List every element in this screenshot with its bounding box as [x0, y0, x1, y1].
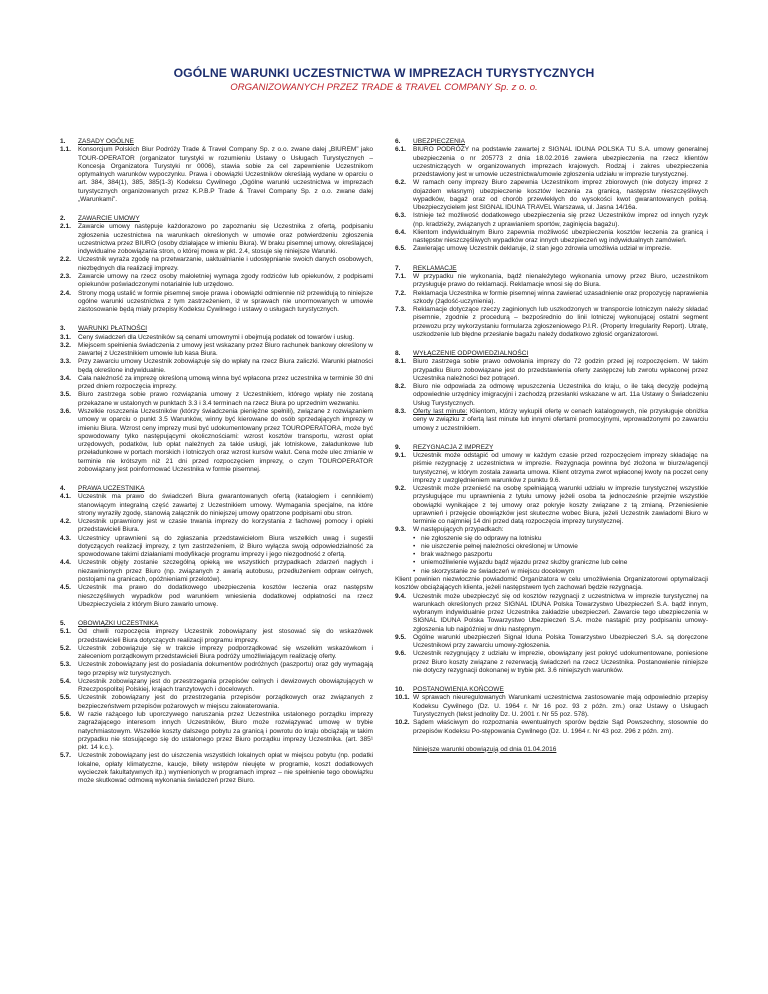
- clause-text: Uczestnik rezygnujący z udziału w imprezie, obowiązany jest pokryć udokumentowane, poniesione przez Biuro koszty związane z rezerwacją świadczeń na rzecz Uczestnika. Postanowienie niniejsze nie dotyczy rezygnacji dokonanej w trybie pkt. 3.6 niniejszych warunków.: [413, 650, 708, 674]
- section-number: 1.: [60, 138, 66, 145]
- list-item: • uniemożliwienie wyjazdu bądź wjazdu przez służby graniczne lub celne: [421, 559, 708, 567]
- section-title: ZASADY OGÓLNE: [78, 138, 134, 145]
- clause: [60, 273, 373, 290]
- clause-number: 6.1.: [395, 146, 406, 154]
- section-5: [60, 620, 373, 785]
- list-item: • nie zgłoszenie się do odprawy na lotnisku: [421, 535, 708, 543]
- section-2: [60, 215, 373, 314]
- clause-number: 8.1.: [395, 358, 406, 366]
- clause: [395, 212, 708, 229]
- clause-number: 5.4.: [60, 677, 71, 685]
- section-number: 6.: [395, 138, 401, 145]
- clause-number: 3.2.: [60, 341, 71, 349]
- clause-text: W następujących przypadkach:: [413, 526, 504, 534]
- clause-number: 6.2.: [395, 179, 406, 187]
- clause: [60, 391, 373, 408]
- clause-number: 3.3.: [60, 358, 71, 366]
- columns: [60, 138, 708, 796]
- clause-text: Uczestnik wyraża zgodę na przetwarzanie, uaktualnianie i udostępnianie swoich danych osobowych, niezbędnych dla realizacji imprezy.: [78, 256, 373, 272]
- clause: [60, 694, 373, 711]
- clause-text: Uczestnik zobowiązany jest do posiadania dokumentów podróżnych (paszportu) oraz gdy wymagają tego przepisy wiz turystycznych.: [78, 661, 373, 677]
- clause-text: Uczestnik uprawniony jest w czasie trwania imprezy do korzystania z fachowej pomocy i opieki przedstawicieli Biura.: [78, 518, 373, 534]
- section-number: 8.: [395, 350, 401, 358]
- document-title: OGÓLNE WARUNKI UCZESTNICTWA W IMPREZACH TURYSTYCZNYCH: [173, 66, 595, 80]
- section-number: 5.: [60, 620, 66, 628]
- section-3: [60, 325, 373, 474]
- clause: [60, 518, 373, 535]
- clause-number: 9.6.: [395, 650, 406, 658]
- clause-text: Konsorcjum Polskich Biur Podróży Trade & Travel Company Sp. z o.o. zwane dalej „BIUREM” jako TOUR-OPERATOR (organizator turystyki w rozumieniu Ustawy o Usługach Turystycznych – Koncesja Organizatora Turystyki nr 0006), stawia sobie za cel zapewnienie Uczestnikom optymalnych warunków wypoczynku. Prawa i obowiązki Uczestników określają wydane w oparciu o art. 384, 384(1), 385, 385(1-3) Kodeksu Cywilnego „Ogólne warunki uczestnictwa w imprezach turystycznych organizowanych przez K.P.B.P Trade & Travel Company Sp. z o.o. zwane dalej „Warunkami”.: [78, 146, 373, 203]
- clause: [60, 678, 373, 695]
- clause: [395, 408, 708, 433]
- section-number: 7.: [395, 264, 401, 272]
- paragraph: Klient powinien niezwłocznie powiadomić Organizatora w celu umożliwienia Organizatorowi optymalizacji kosztów obciążających klienta, jeżeli następstwem tych zachowań będzie rezygnacja.: [395, 576, 708, 592]
- section-number: 3.: [60, 325, 66, 333]
- clause: [395, 719, 708, 736]
- clause-number: 6.4.: [395, 228, 406, 236]
- clause-text: Uczestnicy uprawnieni są do zgłaszania przedstawicielom Biura wszelkich uwag i sugestii dotyczących realizacji imprezy, z tym zastrzeżeniem, iż Biuro wyłącza swoją odpowiedzialność za spowodowane takimi działaniami modyfikacje programu imprezy i jego niezgodność z ofertą.: [78, 534, 373, 559]
- clause-number: 3.4.: [60, 374, 71, 382]
- section-number: 4.: [60, 485, 66, 493]
- clause-number: 9.2.: [395, 485, 406, 493]
- section-8: [395, 350, 708, 433]
- clause-number: 4.4.: [60, 559, 71, 567]
- clause: [395, 146, 708, 179]
- clause-text: Reklamacja Uczestnika w formie pisemnej winna zawierać uzasadnienie oraz propozycję naprawienia szkody (żądość-uczynienia).: [413, 289, 708, 305]
- clause: [395, 694, 708, 719]
- clause-number: 5.7.: [60, 752, 71, 760]
- list-item: • nie skorzystanie ze świadczeń w miejscu docelowym: [421, 568, 708, 576]
- clause-number: 8.2.: [395, 383, 406, 391]
- section-7: [395, 265, 708, 339]
- clause: [395, 650, 708, 675]
- clause-number: 2.4.: [60, 289, 71, 297]
- clause: [60, 256, 373, 273]
- clause: [60, 661, 373, 678]
- section-10: [395, 686, 708, 754]
- clause-text: Uczestnik ma prawo do dodatkowego ubezpieczenia kosztów leczenia oraz następstw nieszczęśliwych wypadków pod warunkiem wniesienia dodatkowej odpłatności na rzecz Ubezpieczyciela z którym Biuro zawarło umowę.: [78, 584, 373, 608]
- section-number: 9.: [395, 443, 401, 451]
- clause-number: 5.1.: [60, 628, 71, 636]
- clause-number: 10.2.: [395, 719, 410, 727]
- clause-number: 5.2.: [60, 644, 71, 652]
- clause: [395, 179, 708, 212]
- section-number: 2.: [60, 215, 66, 223]
- clause: [395, 358, 708, 383]
- section-title: WARUNKI PŁATNOŚCI: [78, 325, 148, 333]
- clause: [395, 634, 708, 651]
- clause-text: Uczestnik zobowiązuje się w trakcie imprezy podporządkować się wszelkim wskazówkom i zaleceniom porządkowym przedstawicieli Biura podróży umożliwiającym realizację oferty.: [78, 644, 373, 661]
- last-minute-text: Klientom, którzy wykupili ofertę w cenach katalogowych, nie przysługuje obniżka ceny w związku z ofertą last minute lub innymi ofertami promocyjnymi, wprowadzonymi po zawarciu umowy z uczestnikiem.: [413, 407, 708, 432]
- clause: [395, 290, 708, 307]
- section-1: [60, 138, 373, 204]
- clause: [60, 535, 373, 560]
- clause-number: 9.3.: [395, 526, 406, 534]
- clause: [60, 559, 373, 584]
- clause: [395, 526, 708, 534]
- clause-number: 9.5.: [395, 633, 406, 641]
- clause-text: Uczestnik ma prawo do świadczeń Biura gwarantowanych ofertą (katalogiem i cennikiem) stanowiącym integralną część zawartej z Uczestnikiem umowy. Wymagania specjalne, na które strony wyraziły zgodę, stanowią załącznik do niniejszej umowy opatrzone podpisami obu stron.: [78, 493, 373, 517]
- clause-text: Uczestnik może ubezpieczyć się od kosztów rezygnacji z uczestnictwa w imprezie turystycznej na warunkach określonych przez SIGNAL IDUNA Polska Towarzystwo Ubezpieczeń S.A. bądź innym, wybranym indywidualnie przez Uczestnika zakładzie ubezpieczeń. Zawarcie tego ubezpieczenia w SIGNAL IDUNA Polska Towarzystwo Ubezpieczeń S.A. może nastąpić przy podpisaniu umowy-zgłoszenia lub najpóźniej w dniu następnym.: [413, 592, 708, 633]
- clause-text: Cała należność za imprezę określoną umową winna być wpłacona przez uczestnika w terminie 30 dni przed dniem rozpoczęcia imprezy.: [78, 374, 373, 391]
- clause-text: Strony mogą ustalić w formie pisemnej swoje prawa i obowiązki odmiennie niż przewidują to niniejsze ogólne warunki uczestnictwa z tym zastrzeżeniem, iż w sprawach nie unormowanych w umowie zastosowanie będą miały przepisy Kodeksu Cywilnego i ustawy o usługach turystycznych.: [78, 289, 373, 314]
- section-title: UBEZPIECZENIA: [413, 138, 466, 145]
- clause: [395, 593, 708, 634]
- clause: [60, 645, 373, 662]
- section-title: REKLAMACJE: [413, 264, 457, 272]
- clause: [395, 229, 708, 246]
- clause: [60, 584, 373, 609]
- clause-text: W ramach ceny imprezy Biuro zapewnia Uczestnikom imprez zbiorowych (nie dotyczy imprez z dojazdem własnym) ubezpieczenie kosztów leczenia za granicą, następstw nieszczęśliwych wypadków, bagaż oraz od chorób przewlekłych do wysokości kwot gwarantowanych polisą. Ubezpieczycielem jest SIGNAL IDUNA TRAVEL Warszawa, ul. Jasna 14/16a.: [413, 179, 708, 212]
- right-column: [395, 138, 708, 796]
- clause-number: 7.2.: [395, 289, 406, 297]
- section-9: [395, 444, 708, 675]
- clause-text: [413, 408, 708, 433]
- clause-number: 6.3.: [395, 212, 406, 220]
- clause-number: 4.3.: [60, 534, 71, 542]
- clause-text: Klientom indywidualnym Biuro zapewnia możliwość ubezpieczenia kosztów leczenia za granicą i następstw nieszczęśliwych wypadków oraz innych ubezpieczeń wg indywidualnych zamówień.: [413, 228, 708, 245]
- last-minute-lead: Oferty last minute:: [413, 407, 468, 415]
- clause-number: 9.1.: [395, 452, 406, 460]
- clause: [395, 273, 708, 290]
- clause: [60, 223, 373, 256]
- clause: [60, 408, 373, 474]
- clause-text: Ogólne warunki ubezpieczeń Signal Iduna Polska Towarzystwo Ubezpieczeń S.A. są doręczone Uczestnikowi przy zawarciu umowy-zgłoszenia.: [413, 633, 708, 650]
- clause-text: Uczestnik zobowiązany jest do przestrzegania przepisów celnych i dewizowych obowiązujących w Rzeczpospolitej Polskiej, krajach tranzytowych i docelowych.: [78, 677, 373, 694]
- clause-number: 10.1.: [395, 694, 410, 702]
- clause: [395, 245, 708, 253]
- document-subtitle: ORGANIZOWANYCH PRZEZ TRADE & TRAVEL COMPANY Sp. z o. o.: [230, 82, 538, 93]
- clause-text: Uczestnik może przenieść na osobę spełniającą warunki udziału w imprezie turystycznej wszystkie przysługujące mu uprawnienia z tytułu umowy jeżeli osoba ta jednocześnie przejmie wszystkie obowiązki wynikające z tej umowy oraz pokryje koszty związane z tą zmianą. Przeniesienie uprawnień i przejęcie obowiązków jest skuteczne wobec Biura, jeżeli Uczestnik zawiadomi Biuro w terminie co najmniej 14 dni przed datą rozpoczęcia imprezy turystycznej.: [413, 485, 708, 526]
- clause: [395, 485, 708, 526]
- clause-number: 2.1.: [60, 223, 71, 231]
- effective-date-note: Niniejsze warunki obowiązują od dnia 01.04.2016: [413, 745, 557, 753]
- clause-text: W razie rażącego lub uporczywego naruszania przez Uczestnika ustalonego porządku imprezy zagrażającego interesom innych Uczestników, Biuro może rozwiązywać umowę w trybie natychmiastowym. Wszelkie koszty dalszego pobytu za granicą i powrotu do kraju obciążają w takim przypadku nie stosującego się do ustalonego przez Biuro porządku imprezy Uczestnika. (art. 385¹ pkt. 14 k.c.).: [78, 711, 373, 752]
- clause-text: W przypadku nie wykonania, bądź nienależytego wykonania umowy przez Biuro, uczestnikom przysługuje prawo do reklamacji. Reklamacje wnosi się do Biura.: [413, 272, 708, 289]
- clause: [395, 452, 708, 485]
- left-column: [60, 138, 373, 796]
- clause-text: Uczestnik objęty zostanie szczególną opieką we wszystkich przypadkach zdarzeń nagłych i niezawinionych przez Biuro (np. związanych z awarią autobusu, przedłużeniem odpraw celnych, postojami na granicach, opóźnieniami przelotów).: [78, 559, 373, 584]
- clause-number: 5.3.: [60, 661, 71, 669]
- clause: [60, 290, 373, 315]
- clause-text: Biuro nie odpowiada za odmowę wpuszczenia Uczestnika do kraju, o ile taką decyzję podejmą odpowiednie urzędnicy imigracyjni i zachodzą przesłanki wskazane w art. 11a Ustawy o Świadczeniu Usług Turystycznych.: [413, 383, 708, 407]
- section-4: [60, 485, 373, 609]
- clause-text: Przy zawarciu umowy Uczestnik zobowiązuje się do wpłaty na rzecz Biura zaliczki. Warunki płatności będą określone indywidualnie.: [78, 358, 373, 374]
- clause-text: BIURO PODRÓŻY na podstawie zawartej z SIGNAL IDUNA POLSKA TU S.A. umowy generalnej ubezpieczenia o nr 205773 z dnia 18.02.2016 zawiera ubezpieczenia na rzecz klientów uczestniczących w organizowanych imprezach krajowych. Rodzaj i zakres ubezpieczenia przedstawiony jest w umowie uczestnictwa/umowie zgłoszenia udziału w imprezie turystycznej.: [413, 146, 708, 179]
- clause: [60, 752, 373, 785]
- section-number: 10.: [395, 686, 405, 694]
- section-title: REZYGNACJA Z IMPREZY: [413, 443, 494, 451]
- clause-text: Uczestnik może odstąpić od umowy w każdym czasie przed rozpoczęciem imprezy składając na piśmie rezygnację z uczestnictwa w imprezie. Rezygnacja powinna być złożona w biurze/agencji turystycznej, w którym zostala zawarta umowa. Klient otrzyma zwrot wpłaconej kwoty na poczet ceny imprezy z uwzględnieniem warunków z punktu 9.6.: [413, 452, 708, 484]
- clause-number: 2.3.: [60, 272, 71, 280]
- clause: [395, 383, 708, 408]
- clause: [60, 375, 373, 392]
- clause-text: Biuro zastrzega sobie prawo rozwiązania umowy z Uczestnikiem, którego wpłaty nie zostaną przekazane w ustalonych w punktach 3.3 i 3.4 terminach na rzecz Biura po uprzednim wezwaniu.: [78, 391, 373, 407]
- clause-number: 8.3.: [395, 407, 406, 415]
- clause-number: 4.5.: [60, 584, 71, 592]
- section-title: ZAWARCIE UMOWY: [78, 215, 140, 223]
- section-title: OBOWIĄZKI UCZESTNIKA: [78, 620, 159, 628]
- clause-text: Zawarcie umowy następuje każdorazowo po zapoznaniu się Uczestnika z ofertą, podpisaniu zgłoszenia uczestnictwa na warunkach określonych w umowie oraz potwierdzeniu zgłoszenia uczestnictwa przez BIURO (osoby działające w imieniu Biura). W braku pisemnej umowy, określającej indywidualne zobowiązania stron, o której mowa w pkt. 2.4, stosuje się niniejsze Warunki.: [78, 223, 373, 256]
- clause-number: 2.2.: [60, 256, 71, 264]
- section-title: POSTANOWIENIA KOŃCOWE: [413, 686, 504, 694]
- clause: [60, 628, 373, 645]
- clause-number: 7.3.: [395, 306, 406, 314]
- clause-number: 3.6.: [60, 407, 71, 415]
- clause-number: 9.4.: [395, 592, 406, 600]
- clause-text: Zawarcie umowy na rzecz osoby małoletniej wymaga zgody rodziców lub opiekunów, z podpisami opiekunów poświadczonymi notarialnie lub urzędowo.: [78, 272, 373, 289]
- clause: [60, 493, 373, 518]
- clause-number: 1.1.: [60, 146, 71, 154]
- clause-text: Od chwili rozpoczęcia imprezy Uczestnik zobowiązany jest stosować się do wskazówek przedstawicieli Biura dotyczących realizacji programu imprezy.: [78, 628, 373, 644]
- list-item: • brak ważnego paszportu: [421, 551, 708, 559]
- clause: [60, 342, 373, 359]
- clause-number: 4.1.: [60, 493, 71, 501]
- clause-text: Istnieje też możliwość dodatkowego ubezpieczenia się przez Uczestników imprez od innych ryzyk (np. kradzieży, związanych z uprawianiem sportów, zaginięcia bagażu).: [413, 212, 708, 228]
- clause-text: Uczestnik zobowiązany jest do uiszczenia wszystkich lokalnych opłat w miejscu pobytu (np. podatki lokalne, opłaty klimatyczne, kaucje, bilety wstępów nieujęte w programie, koszt dodatkowych wycieczek fakultatywnych itp.) wymienionych w programach imprez – nie spełnienie tego obowiązku może skutkować odmową wykonania świadczeń przez Biuro.: [78, 752, 373, 785]
- list-item: • nie uiszczenie pełnej należności określonej w Umowie: [421, 543, 708, 551]
- section-title: WYŁĄCZENIE ODPOWIEDZIALNOŚCI: [413, 350, 529, 358]
- clause-text: Zawierając umowę Uczestnik deklaruje, iż stan jego zdrowia umożliwia udział w imprezie.: [413, 245, 672, 253]
- clause-text: Ceny świadczeń dla Uczestników są cenami umownymi i obejmują podatek od towarów i usług.: [78, 333, 355, 341]
- clause-text: W sprawach nieuregulowanych Warunkami uczestnictwa zastosowanie mają odpowiednio przepisy Kodeksu Cywilnego (Dz. U. 1964 r. Nr 16 poz. 93 z późn. zm.) oraz Ustawy o Usługach Turystycznych (tekst jednolity Dz. U. 2001 r. Nr 55 poz. 578).: [413, 694, 708, 718]
- clause: [60, 334, 373, 342]
- bullet-list: [395, 535, 708, 576]
- clause-number: 7.1.: [395, 272, 406, 280]
- clause-number: 5.5.: [60, 694, 71, 702]
- section-6: [395, 138, 708, 254]
- clause-number: 5.6.: [60, 711, 71, 718]
- clause-text: Miejscem spełnienia świadczenia z umowy jest wskazany przez Biuro rachunek bankowy określony w zawartej z Uczestnikiem umowie lub kasa Biura.: [78, 341, 373, 358]
- clause-number: 3.1.: [60, 333, 71, 341]
- clause: [60, 146, 373, 204]
- clause-text: Wszelkie roszczenia Uczestników (którzy świadczenia pieniężne spełnili), związane z rozwiązaniem umowy w oparciu o punkt 3.5 Warunków, winny być kierowane do osób sprzedających imprezy w imieniu Biura. Wzrost ceny imprezy musi być udokumentowany przez TOUROPERATORA, może być spowodowany tylko następującymi okolicznościami: wzrost kosztów transportu, wzrost opłat urzędowych, podatków, lub opłat należnych za takie usługi, jak lotniskowe, załadunkowe lub przeładunkowe w portach morskich i lotniczych oraz wzrost kursów walut. Cena może ulec zmianie w terminie nie krótszym niż 21 dni przed rozpoczęciem imprezy, o czym TOUROPERATOR zobowiązany jest poinformować Uczestnika w formie pisemnej.: [78, 407, 373, 473]
- clause-number: 4.2.: [60, 518, 71, 526]
- clause-text: Sądem właściwym do rozpoznania ewentualnych sporów będzie Sąd Powszechny, stosownie do przepisów Kodeksu Po-stępowania Cywilnego (Dz. U. 1964 r. Nr 43 poz. 296 z późn. zm).: [413, 719, 708, 735]
- section-title: PRAWA UCZESTNIKA: [78, 485, 145, 493]
- clause-text: Uczestnik zobowiązany jest do przestrzegania przepisów porządkowych oraz związanych z bezpieczeństwem przepisów pożarowych w miejscu zakwaterowania.: [78, 694, 373, 710]
- clause-text: Reklamacje dotyczące rzeczy zaginionych lub uszkodzonych w transporcie lotniczym należy składać pisemnie, zgodnie z procedurą – bezpośrednio do linii lotniczej wykonującej ostatni segment przewozu przy wykorzystaniu formularza zgłoszeniowego P.I.R. (Property Irregularity Report). Utratę, uszkodzenie lub błędne przesłanie bagażu należy dodatkowo zgłosić organizatorowi.: [413, 306, 708, 338]
- clause-number: 3.5.: [60, 391, 71, 399]
- clause-number: 6.5.: [395, 245, 406, 253]
- clause-text: Biuro zastrzega sobie prawo odwołania imprezy do 72 godzin przed jej rozpoczęciem. W takim przypadku Biuro zobowiązane jest do przedstawienia oferty zastępczej lub zwrotu wpłaconej przez Uczestnika należności bez potrąceń.: [413, 358, 708, 382]
- clause: [395, 306, 708, 339]
- clause: [60, 358, 373, 375]
- clause: [60, 711, 373, 752]
